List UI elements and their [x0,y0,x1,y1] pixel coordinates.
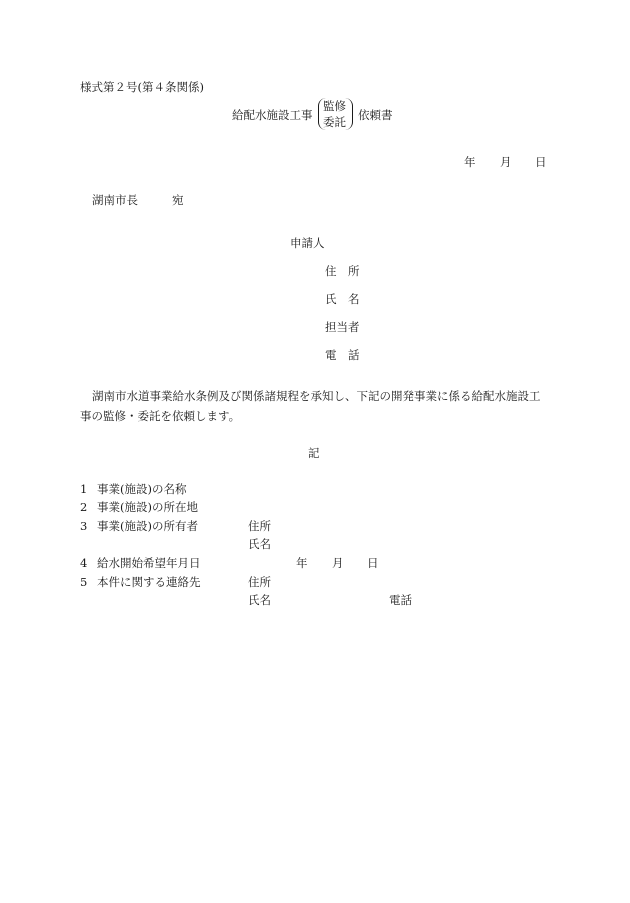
item-3-number: 3 [80,519,88,533]
item-4-year-label: 年 [296,556,308,570]
date-day-label: 日 [535,155,547,169]
item-3-address-label: 住所 [248,519,271,533]
addressee-honorific: 宛 [172,193,184,207]
applicant-name-label: 氏 名 [325,292,360,306]
title-prefix: 給配水施設工事 [232,108,313,122]
body-line-1: 湖南市水道事業給水条例及び関係諸規程を承知し、下記の開発事業に係る給配水施設工 [92,389,541,403]
item-1-label: 事業(施設)の名称 [97,482,187,496]
form-number: 様式第２号(第４条関係) [80,80,204,94]
applicant-phone-label: 電 話 [325,348,360,362]
date-year-label: 年 [464,155,476,169]
applicant-address-label: 住 所 [325,264,360,278]
item-4-number: 4 [80,556,88,570]
item-5-label: 本件に関する連絡先 [97,575,201,589]
item-5-phone-label: 電話 [389,593,412,607]
addressee-name: 湖南市長 [92,193,138,207]
item-5-address-label: 住所 [248,575,271,589]
item-4-day-label: 日 [367,556,379,570]
item-4-month-label: 月 [332,556,344,570]
item-5-number: 5 [80,575,88,589]
applicant-heading: 申請人 [290,236,325,250]
item-5-name-label: 氏名 [248,593,271,607]
item-4-label: 給水開始希望年月日 [97,556,201,570]
item-1-number: 1 [80,482,88,496]
item-3-label: 事業(施設)の所有者 [97,519,198,533]
body-line-2: 事の監修・委託を依頼します。 [80,409,241,423]
title-option-commission: 委託 [323,115,346,129]
date-month-label: 月 [500,155,512,169]
applicant-contact-label: 担当者 [325,320,360,334]
ki-heading: 記 [308,446,320,460]
item-3-name-label: 氏名 [248,537,271,551]
title-option-supervision: 監修 [323,99,346,113]
item-2-label: 事業(施設)の所在地 [97,500,198,514]
item-2-number: 2 [80,500,88,514]
title-suffix: 依頼書 [358,108,393,122]
